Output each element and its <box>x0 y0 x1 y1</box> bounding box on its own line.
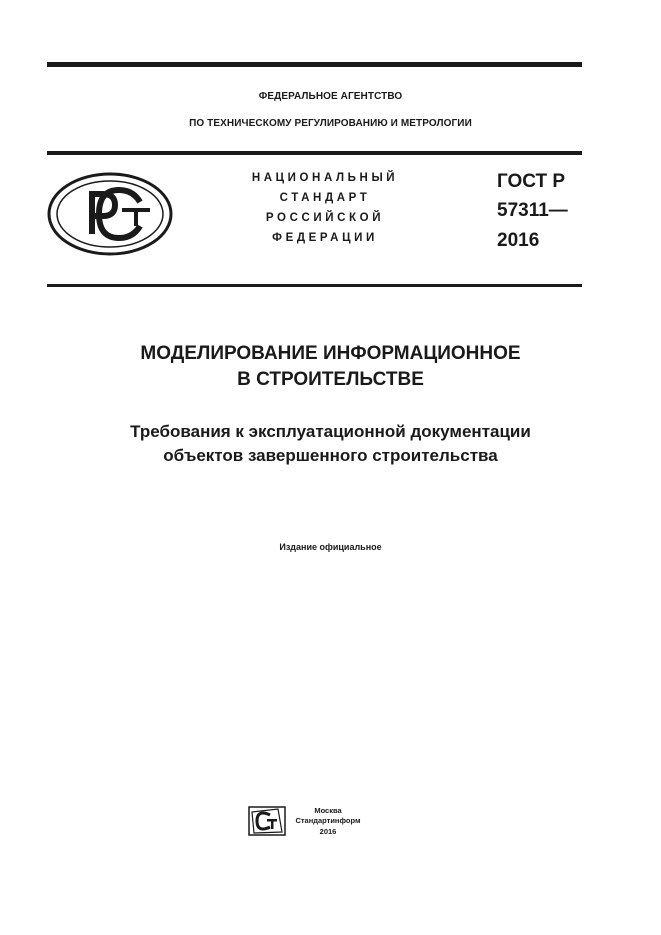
publisher-year: 2016 <box>319 827 337 836</box>
national-line-3: РОССИЙСКОЙ <box>265 212 385 224</box>
national-line-1: НАЦИОНАЛЬНЫЙ <box>251 172 399 184</box>
gost-code-line-2: 57311— <box>497 200 568 221</box>
standartinform-logo-icon <box>248 806 286 836</box>
national-line-2: СТАНДАРТ <box>279 192 371 204</box>
top-rule <box>47 62 582 67</box>
gost-code-line-3: 2016 <box>497 230 540 251</box>
bottom-rule <box>47 284 582 287</box>
national-line-4: ФЕДЕРАЦИИ <box>272 232 378 244</box>
publisher-city: Москва <box>314 806 342 815</box>
edition-label: Издание официальное <box>279 542 382 552</box>
document-subtitle-line-1: Требования к эксплуатационной документации <box>130 422 531 441</box>
rst-emblem-icon <box>47 172 173 256</box>
agency-line-1: ФЕДЕРАЛЬНОЕ АГЕНТСТВО <box>258 91 403 102</box>
gost-code-line-1: ГОСТ Р <box>497 171 566 192</box>
document-title-line-2: В СТРОИТЕЛЬСТВЕ <box>237 369 424 390</box>
publisher-name: Стандартинформ <box>295 816 361 825</box>
document-title-line-1: МОДЕЛИРОВАНИЕ ИНФОРМАЦИОННОЕ <box>140 343 521 364</box>
middle-rule <box>47 151 582 155</box>
document-subtitle-line-2: объектов завершенного строительства <box>163 446 498 465</box>
agency-line-2: ПО ТЕХНИЧЕСКОМУ РЕГУЛИРОВАНИЮ И МЕТРОЛОГИИ <box>189 118 472 129</box>
